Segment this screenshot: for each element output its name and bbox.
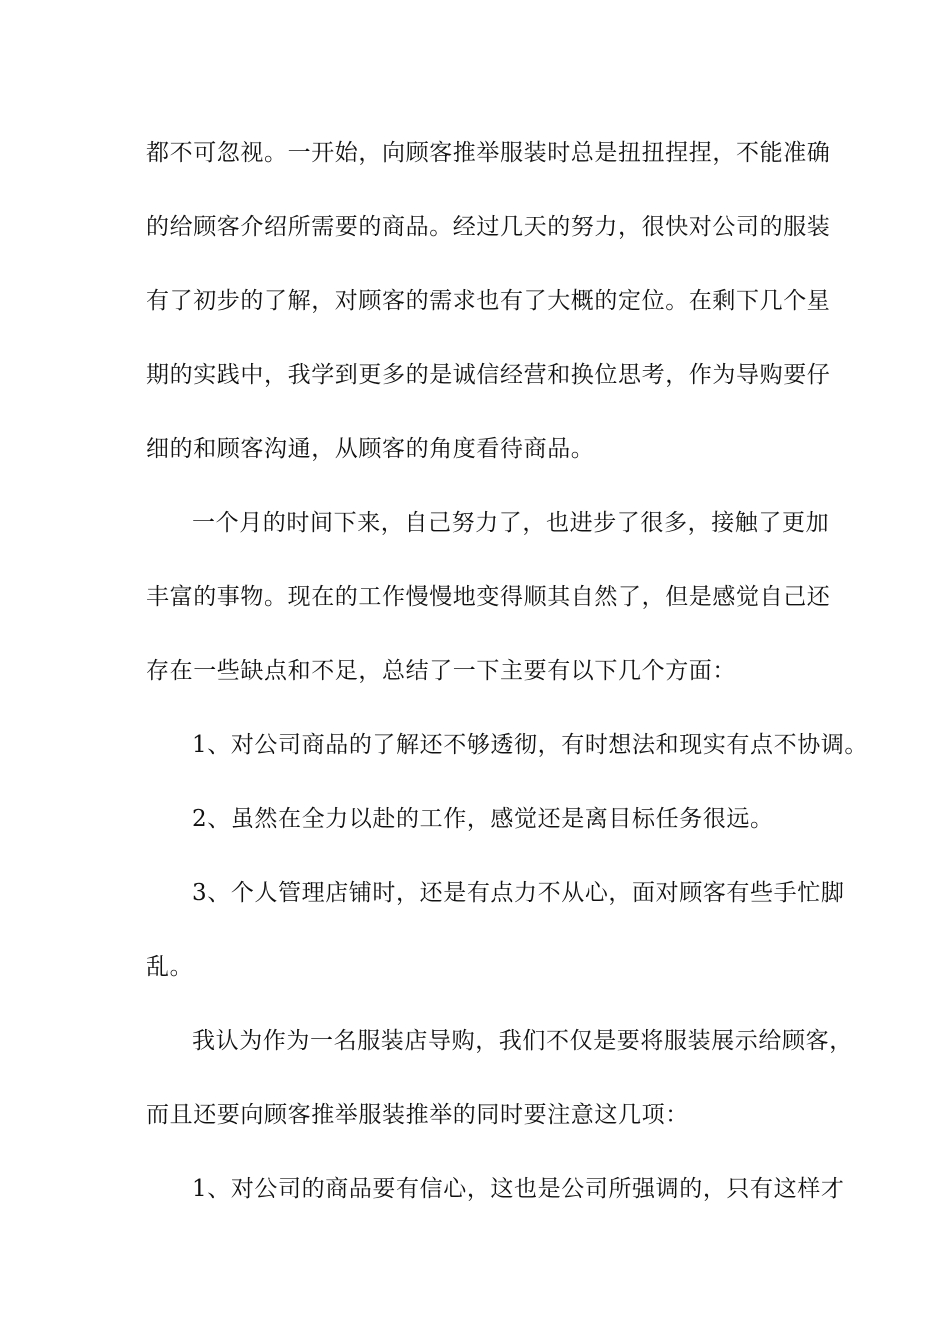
list-item-3-continued: 乱。 [146,954,194,980]
text-line-1: 都不可忽视。一开始，向顾客推举服装时总是扭扭捏捏，不能准确 [146,140,831,166]
list-item-2: 2、虽然在全力以赴的工作，感觉还是离目标任务很远。 [192,806,774,832]
text-line-14: 而且还要向顾客推举服装推举的同时要注意这几项： [146,1102,689,1128]
text-line-6: 一个月的时间下来，自己努力了，也进步了很多，接触了更加 [192,510,830,536]
text-line-7: 丰富的事物。现在的工作慢慢地变得顺其自然了，但是感觉自己还 [146,584,831,610]
list-item-3: 3、个人管理店铺时，还是有点力不从心，面对顾客有些手忙脚 [192,880,845,906]
list-item-1: 1、对公司商品的了解还不够透彻，有时想法和现实有点不协调。 [192,732,869,758]
text-line-4: 期的实践中，我学到更多的是诚信经营和换位思考，作为导购要仔 [146,362,831,388]
text-line-8: 存在一些缺点和不足，总结了一下主要有以下几个方面： [146,658,736,684]
text-line-5: 细的和顾客沟通，从顾客的角度看待商品。 [146,436,595,462]
text-line-2: 的给顾客介绍所需要的商品。经过几天的努力，很快对公司的服装 [146,214,831,240]
text-line-13: 我认为作为一名服装店导购，我们不仅是要将服装展示给顾客， [192,1028,853,1054]
text-line-3: 有了初步的了解，对顾客的需求也有了大概的定位。在剩下几个星 [146,288,831,314]
list-item-4: 1、对公司的商品要有信心，这也是公司所强调的，只有这样才 [192,1176,845,1202]
